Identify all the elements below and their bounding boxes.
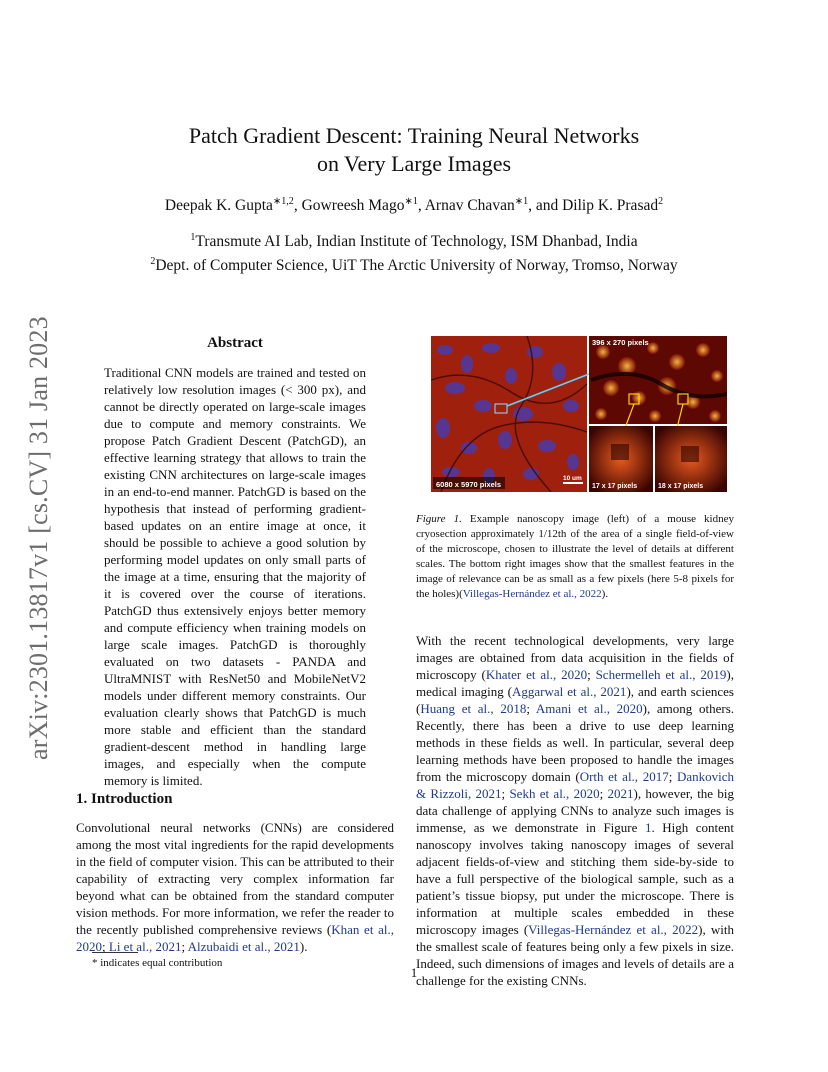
abstract-text: Traditional CNN models are trained and tested on relatively low resolution images (< 300 px), and cannot be directly operated on large-scale images due to compute and memory constraints. We propose Patch Gradient Descent (PatchGD), an effective learning strategy that allows to train the existing CNN architectures on large-scale images in an end-to-end manner. PatchGD is based on the hypothesis that instead of performing gradient-based updates on an entire image at once, it should be possible to achieve a good solution by performing model updates on only small parts of the image at a time, ensuring that the majority of it is covered over the course of iterations. PatchGD thus extensively enjoys better memory and compute efficiency when training models on large scale images. PatchGD is thoroughly evaluated on two datasets - PANDA and UltraMNIST with ResNet50 and MobileNetV2 models under different memory constraints. Our evaluation clearly shows that PatchGD is much more stable and efficient than the standard gradient-descent method in handling large images, and especially when the compute memory is limited. bbox=[104, 365, 366, 788]
paper-title bbox=[0, 122, 828, 178]
affiliation-1 bbox=[0, 228, 828, 252]
abstract-heading: Abstract bbox=[207, 335, 263, 351]
body-text: ), medical imaging ( bbox=[416, 667, 734, 699]
author-2-sup: ∗1 bbox=[404, 196, 418, 207]
aff2-sup: 2 bbox=[150, 256, 156, 268]
body-text: ; bbox=[501, 786, 510, 801]
citation-link[interactable]: 2021 bbox=[607, 786, 634, 801]
microscopy-figure-image bbox=[431, 336, 727, 492]
arxiv-stamp: arXiv:2301.13817v1 [cs.CV] 31 Jan 2023 bbox=[24, 316, 53, 760]
citation-link[interactable]: Sekh et al., 2020 bbox=[509, 786, 600, 801]
author-1: Deepak K. Gupta bbox=[164, 197, 273, 215]
citation-link[interactable]: Villegas-Hernández et al., 2022 bbox=[528, 922, 699, 937]
aff2-text: Dept. of Computer Science, UiT The Arctic University of Norway, Tromso, Norway bbox=[155, 257, 678, 275]
figure-caption bbox=[416, 512, 734, 602]
detail-2-size-label: 18 x 17 pixels bbox=[658, 483, 704, 490]
separator: ; bbox=[102, 939, 109, 954]
body-text: ), however, the big data challenge of applying CNNs to analyze such images is immense, as we demonstrate in Figure bbox=[416, 786, 734, 835]
scale-bar-label: 10 um bbox=[563, 475, 582, 482]
title-line-1: Patch Gradient Descent: Training Neural Networks bbox=[188, 123, 640, 148]
author-4-sup: 2 bbox=[658, 196, 664, 207]
body-text: ), with the smallest scale of features being only a few pixels in size. Indeed, such dimensions of images and levels of details are a challenge for the existing CNNs. bbox=[416, 922, 734, 988]
caption-text: Example nanoscopy image (left) of a mouse kidney cryosection approximately 1/12th of the area of a single field-of-view of the microscope, chosen to illustrate the level of details at different scales. The bottom right images show that the smallest features in the image of relevance can be as small as a few pixels (here 5-8 pixels for the holes)( bbox=[416, 513, 734, 600]
citation-link[interactable]: Villegas-Hernández et al., 2022 bbox=[462, 588, 602, 600]
author-3-sup: ∗1 bbox=[514, 196, 529, 207]
figure-reference-link[interactable]: 1 bbox=[644, 820, 652, 835]
affiliations bbox=[0, 228, 828, 276]
page-number: 1 bbox=[410, 965, 418, 980]
figure-1 bbox=[431, 336, 727, 492]
citation-link[interactable]: Alzubaidi et al., 2021 bbox=[187, 939, 300, 954]
detail-1-size-label: 17 x 17 pixels bbox=[592, 483, 638, 490]
citation-link[interactable]: Li et al., 2021 bbox=[108, 939, 182, 954]
footnote: * indicates equal contribution bbox=[92, 957, 223, 969]
body-text: . High content nanoscopy involves taking nanoscopy images of several adjacent fields-of-view and stitching them side-by-side to have a full perspective of the biological sample, such as a patient’s tissue biopsy, put under the microscope. There is information at multiple scales embedded in these microscopy images ( bbox=[416, 820, 735, 937]
citation-link[interactable]: Khan et al., 2020 bbox=[76, 922, 395, 954]
body-text: ), and earth sciences ( bbox=[416, 684, 734, 716]
separator: ; bbox=[181, 939, 188, 954]
right-column-paragraph bbox=[416, 632, 734, 989]
citation-link[interactable]: Schermelleh et al., 2019 bbox=[595, 667, 727, 682]
footnote-rule bbox=[92, 952, 138, 953]
citation-link[interactable]: Huang et al., 2018 bbox=[420, 701, 527, 716]
body-text: With the recent technological developments, very large images are obtained from data acquisition in the fields of microscopy ( bbox=[416, 633, 734, 682]
author-list bbox=[0, 196, 828, 215]
zoom-size-label: 396 x 270 pixels bbox=[592, 338, 649, 347]
citation-link[interactable]: Dankovich & Rizzoli, 2021 bbox=[416, 769, 734, 801]
caption-label: Figure 1. bbox=[416, 513, 462, 525]
aff1-text: Transmute AI Lab, Indian Institute of Technology, ISM Dhanbad, India bbox=[195, 233, 638, 251]
intro-paragraph bbox=[76, 819, 394, 955]
body-text: ), among others. Recently, there has been a drive to use deep learning methods in these fields as well. In particular, several deep learning methods have been proposed to handle the images from the microscopy domain ( bbox=[416, 701, 734, 784]
citation-link[interactable]: Amani et al., 2020 bbox=[535, 701, 643, 716]
body-text: ; bbox=[668, 769, 677, 784]
intro-end: ). bbox=[299, 939, 308, 954]
caption-end: ). bbox=[601, 588, 609, 600]
author-4: , and Dilip K. Prasad bbox=[528, 197, 659, 215]
citation-link[interactable]: Khater et al., 2020 bbox=[485, 667, 588, 682]
body-text: ; bbox=[587, 667, 596, 682]
citation-link[interactable]: Aggarwal et al., 2021 bbox=[512, 684, 627, 699]
section-heading: 1. Introduction bbox=[76, 791, 173, 807]
aff1-sup: 1 bbox=[190, 232, 196, 243]
affiliation-2 bbox=[0, 252, 828, 276]
author-2: , Gowreesh Mago bbox=[293, 197, 405, 215]
main-size-label: 6080 x 5970 pixels bbox=[436, 480, 502, 489]
citation-link[interactable]: Orth et al., 2017 bbox=[579, 769, 669, 784]
author-1-sup: ∗1,2 bbox=[272, 196, 294, 207]
intro-text: Convolutional neural networks (CNNs) are considered among the most vital ingredients for the rapid developments in the field of computer vision. This can be attributed to their capability of extracting very complex information far beyond what can be obtained from the standard computer vision methods. For more information, we refer the reader to the recently published comprehensive reviews ( bbox=[76, 820, 394, 937]
title-line-2: on Very Large Images bbox=[316, 151, 512, 176]
body-text: ; bbox=[599, 786, 608, 801]
author-3: , Arnav Chavan bbox=[417, 197, 515, 215]
body-text: ; bbox=[526, 701, 536, 716]
